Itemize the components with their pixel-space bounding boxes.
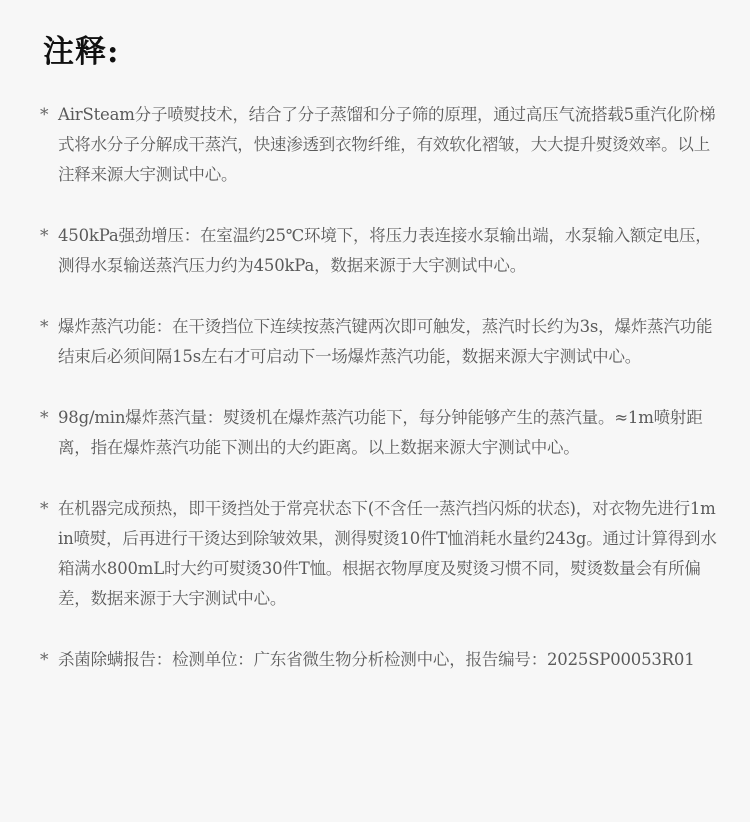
note-airsteam xyxy=(40,100,720,190)
notes-list xyxy=(40,100,720,675)
bullet-marker: * xyxy=(40,408,49,428)
bullet-marker: * xyxy=(40,105,49,125)
note-text: 在机器完成预热，即干烫挡处于常亮状态下(不含任一蒸汽挡闪烁的状态)，对衣物先进行1min喷熨，后再进行干烫达到除皱效果，测得熨烫10件T恤消耗水量约243g。通过计算得到水箱满水800mL时大约可熨烫30件T恤。根据衣物厚度及熨烫习惯不同，熨烫数量会有所偏差，数据来源于大宇测试中心。 xyxy=(58,499,717,608)
note-water-usage xyxy=(40,494,720,614)
bullet-marker: * xyxy=(40,317,49,337)
note-text: 98g/min爆炸蒸汽量：熨烫机在爆炸蒸汽功能下，每分钟能够产生的蒸汽量。≈1m喷射距离，指在爆炸蒸汽功能下测出的大约距离。以上数据来源大宇测试中心。 xyxy=(58,408,703,457)
note-burst-steam xyxy=(40,312,720,372)
note-text: 爆炸蒸汽功能：在干烫挡位下连续按蒸汽键两次即可触发，蒸汽时长约为3s，爆炸蒸汽功能结束后必须间隔15s左右才可启动下一场爆炸蒸汽功能，数据来源大宇测试中心。 xyxy=(58,317,713,366)
note-steam-rate xyxy=(40,403,720,463)
note-sterilization-report xyxy=(40,645,720,675)
bullet-marker: * xyxy=(40,499,49,519)
note-text: 杀菌除螨报告：检测单位：广东省微生物分析检测中心，报告编号：2025SP00053R01 xyxy=(58,650,695,669)
note-pressure xyxy=(40,221,720,281)
bullet-marker: * xyxy=(40,650,49,670)
note-text: AirSteam分子喷熨技术，结合了分子蒸馏和分子筛的原理，通过高压气流搭载5重汽化阶梯式将水分子分解成干蒸汽，快速渗透到衣物纤维，有效软化褶皱，大大提升熨烫效率。以上注释来源大宇测试中心。 xyxy=(58,105,716,184)
page-title: 注释: xyxy=(43,34,120,70)
note-text: 450kPa强劲增压：在室温约25℃环境下，将压力表连接水泵输出端，水泵输入额定电压，测得水泵输送蒸汽压力约为450kPa，数据来源于大宇测试中心。 xyxy=(58,226,712,275)
bullet-marker: * xyxy=(40,226,49,246)
